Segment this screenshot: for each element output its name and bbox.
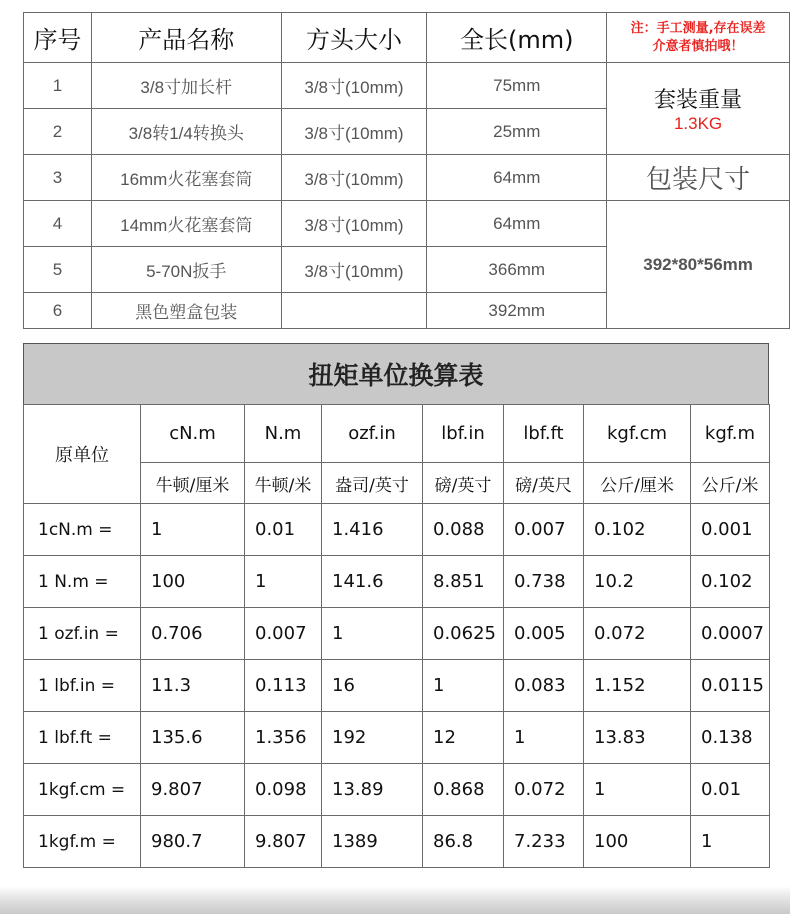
header-drive: 方头大小 bbox=[281, 13, 427, 63]
conversion-value: 9.807 bbox=[141, 764, 245, 816]
row-no: 2 bbox=[24, 109, 92, 155]
conversion-value: 0.102 bbox=[584, 504, 691, 556]
conversion-value: 0.113 bbox=[245, 660, 322, 712]
source-unit-label: 1 N.m = bbox=[24, 556, 141, 608]
row-length: 392mm bbox=[427, 293, 607, 329]
conversion-value: 0.005 bbox=[504, 608, 584, 660]
conversion-value: 0.0007 bbox=[691, 608, 770, 660]
conversion-value: 9.807 bbox=[245, 816, 322, 868]
row-name: 5-70N扳手 bbox=[91, 247, 281, 293]
conversion-row bbox=[24, 764, 770, 816]
source-unit-label: 1 ozf.in = bbox=[24, 608, 141, 660]
header-no: 序号 bbox=[24, 13, 92, 63]
row-drive: 3/8寸(10mm) bbox=[281, 155, 427, 201]
conversion-value: 0.01 bbox=[691, 764, 770, 816]
conversion-value: 192 bbox=[322, 712, 423, 764]
unit-header: kgf.cm bbox=[584, 405, 691, 463]
spec-row-3 bbox=[24, 155, 790, 201]
spec-row-1 bbox=[24, 63, 790, 109]
row-length: 366mm bbox=[427, 247, 607, 293]
unit-name: 牛顿/米 bbox=[245, 463, 322, 504]
row-drive: 3/8寸(10mm) bbox=[281, 247, 427, 293]
conversion-value: 0.083 bbox=[504, 660, 584, 712]
conversion-value: 0.738 bbox=[504, 556, 584, 608]
conversion-value: 0.102 bbox=[691, 556, 770, 608]
spec-header-row bbox=[24, 13, 790, 63]
unit-name: 盎司/英寸 bbox=[322, 463, 423, 504]
header-name: 产品名称 bbox=[91, 13, 281, 63]
unit-header: ozf.in bbox=[322, 405, 423, 463]
row-length: 64mm bbox=[427, 201, 607, 247]
unit-header: kgf.m bbox=[691, 405, 770, 463]
unit-name: 牛顿/厘米 bbox=[141, 463, 245, 504]
conversion-value: 1 bbox=[423, 660, 504, 712]
conversion-row bbox=[24, 556, 770, 608]
unit-name: 磅/英尺 bbox=[504, 463, 584, 504]
unit-header: lbf.ft bbox=[504, 405, 584, 463]
conversion-value: 1 bbox=[141, 504, 245, 556]
conversion-value: 12 bbox=[423, 712, 504, 764]
conversion-value: 980.7 bbox=[141, 816, 245, 868]
row-no: 1 bbox=[24, 63, 92, 109]
row-name: 16mm火花塞套筒 bbox=[91, 155, 281, 201]
row-drive: 3/8寸(10mm) bbox=[281, 201, 427, 247]
torque-table-title: 扭矩单位换算表 bbox=[23, 343, 769, 404]
torque-table bbox=[23, 404, 770, 868]
conversion-value: 0.072 bbox=[584, 608, 691, 660]
weight-value: 1.3KG bbox=[673, 114, 723, 133]
row-length: 64mm bbox=[427, 155, 607, 201]
conversion-value: 13.83 bbox=[584, 712, 691, 764]
source-unit-label: 1cN.m = bbox=[24, 504, 141, 556]
note-line-1: 注：手工测量,存在误差 bbox=[630, 20, 766, 36]
conversion-value: 1 bbox=[584, 764, 691, 816]
source-unit-label: 1 lbf.ft = bbox=[24, 712, 141, 764]
conversion-value: 100 bbox=[584, 816, 691, 868]
conversion-value: 1 bbox=[245, 556, 322, 608]
conversion-value: 86.8 bbox=[423, 816, 504, 868]
conversion-value: 0.868 bbox=[423, 764, 504, 816]
size-value: 392*80*56mm bbox=[607, 201, 790, 329]
source-unit-label: 1kgf.m = bbox=[24, 816, 141, 868]
weight-cell bbox=[607, 63, 790, 155]
row-length: 25mm bbox=[427, 109, 607, 155]
conversion-value: 0.0625 bbox=[423, 608, 504, 660]
row-drive bbox=[281, 293, 427, 329]
unit-name: 公斤/厘米 bbox=[584, 463, 691, 504]
row-no: 5 bbox=[24, 247, 92, 293]
row-no: 6 bbox=[24, 293, 92, 329]
source-unit-label: 1kgf.cm = bbox=[24, 764, 141, 816]
row-length: 75mm bbox=[427, 63, 607, 109]
conversion-value: 13.89 bbox=[322, 764, 423, 816]
corner-label: 原单位 bbox=[24, 405, 141, 504]
torque-table-section bbox=[23, 343, 769, 868]
conversion-value: 0.706 bbox=[141, 608, 245, 660]
conversion-value: 1.152 bbox=[584, 660, 691, 712]
conversion-value: 1.416 bbox=[322, 504, 423, 556]
conversion-value: 8.851 bbox=[423, 556, 504, 608]
bottom-shadow bbox=[0, 886, 790, 914]
conversion-value: 0.138 bbox=[691, 712, 770, 764]
conversion-value: 7.233 bbox=[504, 816, 584, 868]
row-name: 14mm火花塞套筒 bbox=[91, 201, 281, 247]
unit-header: lbf.in bbox=[423, 405, 504, 463]
conversion-value: 1 bbox=[322, 608, 423, 660]
conversion-value: 141.6 bbox=[322, 556, 423, 608]
row-name: 3/8寸加长杆 bbox=[91, 63, 281, 109]
unit-name: 公斤/米 bbox=[691, 463, 770, 504]
row-name: 黑色塑盒包装 bbox=[91, 293, 281, 329]
conversion-value: 0.072 bbox=[504, 764, 584, 816]
conversion-value: 0.0115 bbox=[691, 660, 770, 712]
spec-row-4 bbox=[24, 201, 790, 247]
conversion-row bbox=[24, 504, 770, 556]
conversion-value: 1 bbox=[504, 712, 584, 764]
header-length: 全长(mm) bbox=[427, 13, 607, 63]
conversion-value: 11.3 bbox=[141, 660, 245, 712]
conversion-value: 0.007 bbox=[504, 504, 584, 556]
conversion-row bbox=[24, 816, 770, 868]
conversion-value: 0.001 bbox=[691, 504, 770, 556]
row-drive: 3/8寸(10mm) bbox=[281, 63, 427, 109]
spec-table bbox=[23, 12, 790, 329]
weight-label: 套装重量 bbox=[654, 87, 743, 112]
source-unit-label: 1 lbf.in = bbox=[24, 660, 141, 712]
row-no: 3 bbox=[24, 155, 92, 201]
conversion-value: 0.007 bbox=[245, 608, 322, 660]
unit-header-row bbox=[24, 405, 770, 463]
row-drive: 3/8寸(10mm) bbox=[281, 109, 427, 155]
conversion-value: 0.098 bbox=[245, 764, 322, 816]
conversion-value: 0.01 bbox=[245, 504, 322, 556]
measurement-note bbox=[607, 13, 790, 63]
conversion-value: 10.2 bbox=[584, 556, 691, 608]
unit-name: 磅/英寸 bbox=[423, 463, 504, 504]
conversion-value: 100 bbox=[141, 556, 245, 608]
conversion-row bbox=[24, 712, 770, 764]
conversion-value: 0.088 bbox=[423, 504, 504, 556]
note-line-2: 介意者慎拍哦！ bbox=[652, 38, 744, 54]
conversion-row bbox=[24, 608, 770, 660]
unit-header: N.m bbox=[245, 405, 322, 463]
row-no: 4 bbox=[24, 201, 92, 247]
unit-header: cN.m bbox=[141, 405, 245, 463]
conversion-value: 135.6 bbox=[141, 712, 245, 764]
size-label: 包装尺寸 bbox=[607, 155, 790, 201]
conversion-value: 1389 bbox=[322, 816, 423, 868]
conversion-value: 1 bbox=[691, 816, 770, 868]
conversion-row bbox=[24, 660, 770, 712]
conversion-value: 16 bbox=[322, 660, 423, 712]
conversion-value: 1.356 bbox=[245, 712, 322, 764]
row-name: 3/8转1/4转换头 bbox=[91, 109, 281, 155]
